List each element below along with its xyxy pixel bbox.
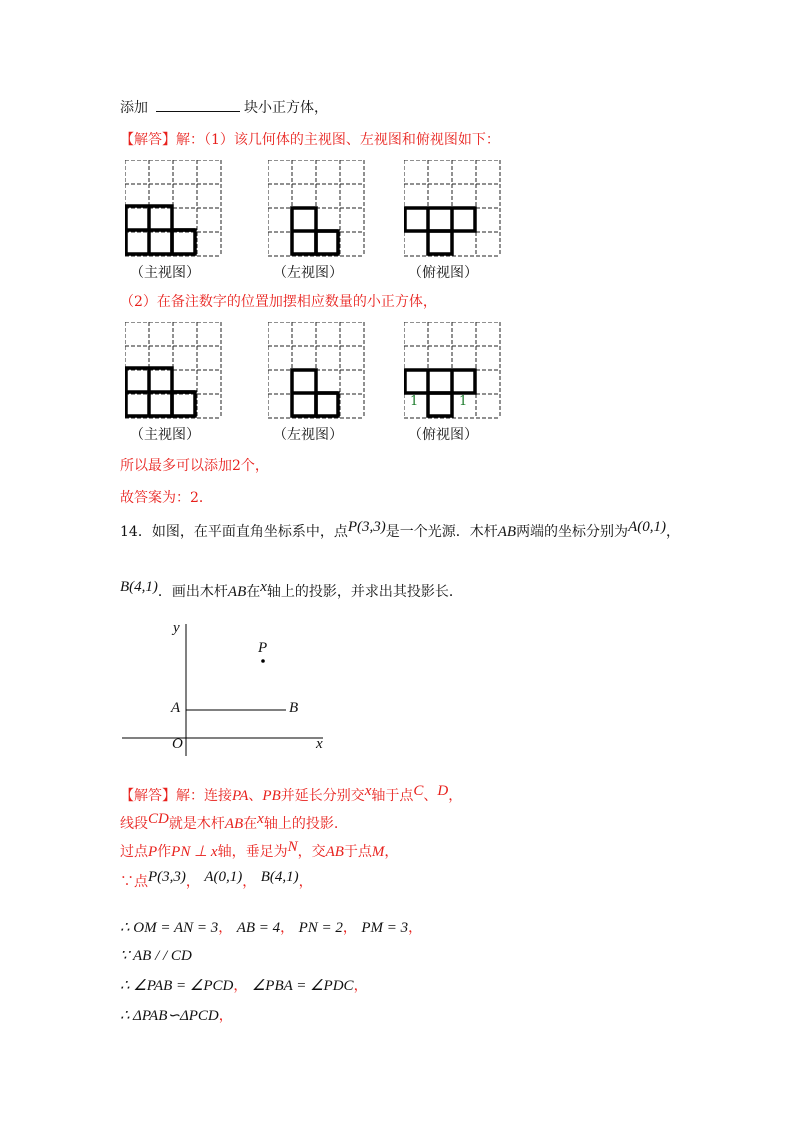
answer-tag: 【解答】: [120, 132, 176, 148]
y-axis-label: y: [173, 620, 180, 636]
conclusion-text: 所以最多可以添加2个，: [120, 458, 269, 474]
caption-top-2: （俯视图）: [408, 427, 478, 443]
point-p: P(3,3): [347, 519, 386, 535]
final-answer: 故答案为：2．: [120, 490, 213, 506]
solution-line8: ∴ ΔPAB∽ΔPCD，: [120, 1008, 233, 1024]
q14-text-line1: 14．如图，在平面直角坐标系中，点P(3,3)是一个光源．木杆AB两端的坐标分别为A(0,1)，: [120, 519, 680, 540]
solution-line7: ∴ ∠PAB = ∠PCD， ∠PBA = ∠PDC，: [120, 978, 368, 994]
extra-label-1: 1: [410, 394, 419, 409]
coordinate-figure: [118, 618, 338, 758]
caption-top-1: （俯视图）: [408, 265, 478, 281]
front-view-2: [125, 322, 225, 426]
extra-label-2: 1: [459, 394, 468, 409]
caption-left-2: （左视图）: [273, 427, 343, 443]
top-view-2: [404, 322, 504, 426]
fill-suffix: 块小正方体，: [244, 100, 328, 116]
left-view-1: [268, 160, 368, 264]
solution-line2: 线段CD就是木杆AB在x轴上的投影.: [120, 811, 339, 832]
solution-line5: ∴ OM = AN = 3， AB = 4， PN = 2， PM = 3，: [120, 920, 423, 936]
solution-line4: ∵点P(3,3)， A(0,1)， B(4,1)，: [120, 869, 313, 890]
solution-line3: 过点P作PN ⊥ x轴，垂足为N，交AB于点M，: [120, 839, 399, 860]
answer-intro: 【解答】解：（1）该几何体的主视图、左视图和俯视图如下：: [120, 132, 500, 148]
origin-label: O: [172, 736, 183, 752]
left-view-2: [268, 322, 368, 426]
point-a-label: A: [171, 700, 181, 716]
fill-prefix: 添加: [120, 100, 148, 116]
point-b-label: B: [289, 700, 299, 716]
solution-line6: ∵ AB / / CD: [120, 948, 192, 964]
point-b: B(4,1): [120, 579, 158, 595]
caption-front-1: （主视图）: [130, 265, 200, 281]
fill-blank-line: [120, 98, 328, 118]
top-view-1: [404, 160, 504, 264]
answer-blank[interactable]: [156, 99, 240, 112]
front-view-1: [125, 160, 225, 264]
step2-text: （2）在备注数字的位置加摆相应数量的小正方体，: [120, 294, 437, 310]
solution-line1: 【解答】解：连接PA、PB并延长分别交x轴于点C、D，: [120, 783, 463, 804]
caption-front-2: （主视图）: [130, 427, 200, 443]
light-point-p: [261, 659, 265, 663]
point-a: A(0,1): [628, 519, 666, 535]
caption-left-1: （左视图）: [273, 265, 343, 281]
point-p-label: P: [258, 640, 268, 656]
x-axis-label: x: [316, 736, 323, 752]
q14-text-line2: B(4,1)．画出木杆AB在x轴上的投影，并求出其投影长．: [120, 579, 463, 600]
